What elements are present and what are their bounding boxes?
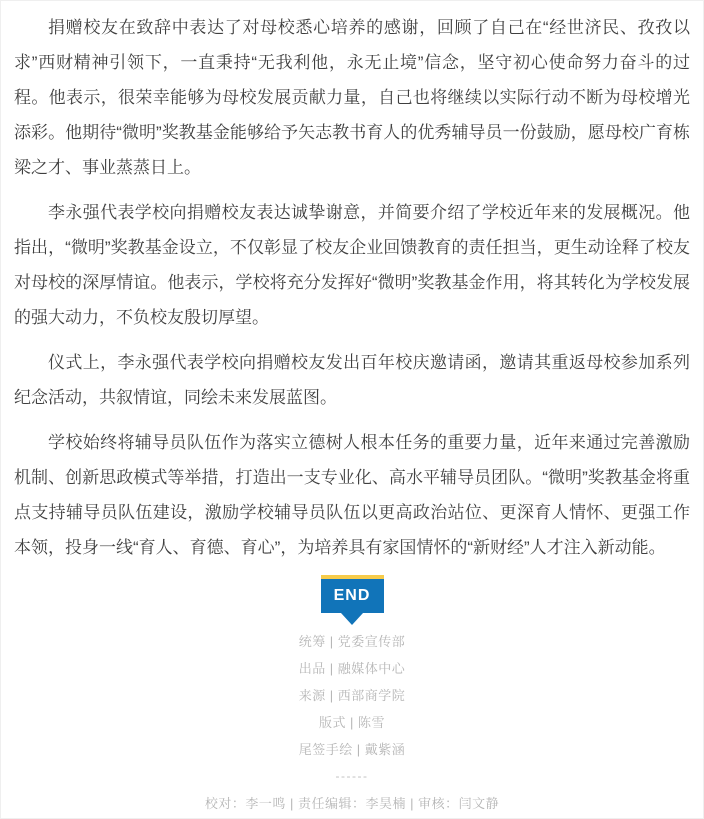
end-badge-label: END xyxy=(333,587,371,604)
credit-line-layout: 版式 | 陈雪 xyxy=(318,715,386,730)
end-divider xyxy=(14,575,690,625)
staff-credit-line: 校对：李一鸣 | 责任编辑：李昊楠 | 审核：闫文静 xyxy=(204,796,500,811)
article-paragraph: 仪式上，李永强代表学校向捐赠校友发出百年校庆邀请函，邀请其重返母校参加系列纪念活动，共叙情谊，同绘未来发展蓝图。 xyxy=(14,353,690,407)
credit-line-illustration: 尾签手绘 | 戴紫涵 xyxy=(298,742,406,757)
article-paragraph: 李永强代表学校向捐赠校友表达诚挚谢意，并简要介绍了学校近年来的发展概况。他指出，“微明”奖教基金设立，不仅彰显了校友企业回馈教育的责任担当，更生动诠释了校友对母校的深厚情谊。他表示，学校将充分发挥好“微明”奖教基金作用，将其转化为学校发展的强大动力，不负校友殷切厚望。 xyxy=(14,203,690,327)
credits-block xyxy=(14,628,690,817)
end-badge xyxy=(321,575,384,613)
credit-divider-dashes: ------ xyxy=(335,769,369,783)
credit-line-source: 来源 | 西部商学院 xyxy=(298,688,406,703)
article-paragraph: 学校始终将辅导员队伍作为落实立德树人根本任务的重要力量，近年来通过完善激励机制、创新思政模式等举措，打造出一支专业化、高水平辅导员团队。“微明”奖教基金将重点支持辅导员队伍建设，激励学校辅导员队伍以更高政治站位、更深育人情怀、更强工作本领，投身一线“育人、育德、育心”，为培养具有家国情怀的“新财经”人才注入新动能。 xyxy=(14,433,690,557)
end-badge-pointer xyxy=(341,613,363,625)
article-paragraph: 捐赠校友在致辞中表达了对母校悉心培养的感谢，回顾了自己在“经世济民、孜孜以求”西财精神引领下，一直秉持“无我利他，永无止境”信念，坚守初心使命努力奋斗的过程。他表示，很荣幸能够为母校发展贡献力量，自己也将继续以实际行动不断为母校增光添彩。他期待“微明”奖教基金能够给予矢志教书育人的优秀辅导员一份鼓励，愿母校广育栋梁之才、事业蒸蒸日上。 xyxy=(14,18,690,177)
credit-line-planning: 统筹 | 党委宣传部 xyxy=(298,634,406,649)
article-body xyxy=(1,1,703,817)
credit-line-production: 出品 | 融媒体中心 xyxy=(298,661,406,676)
